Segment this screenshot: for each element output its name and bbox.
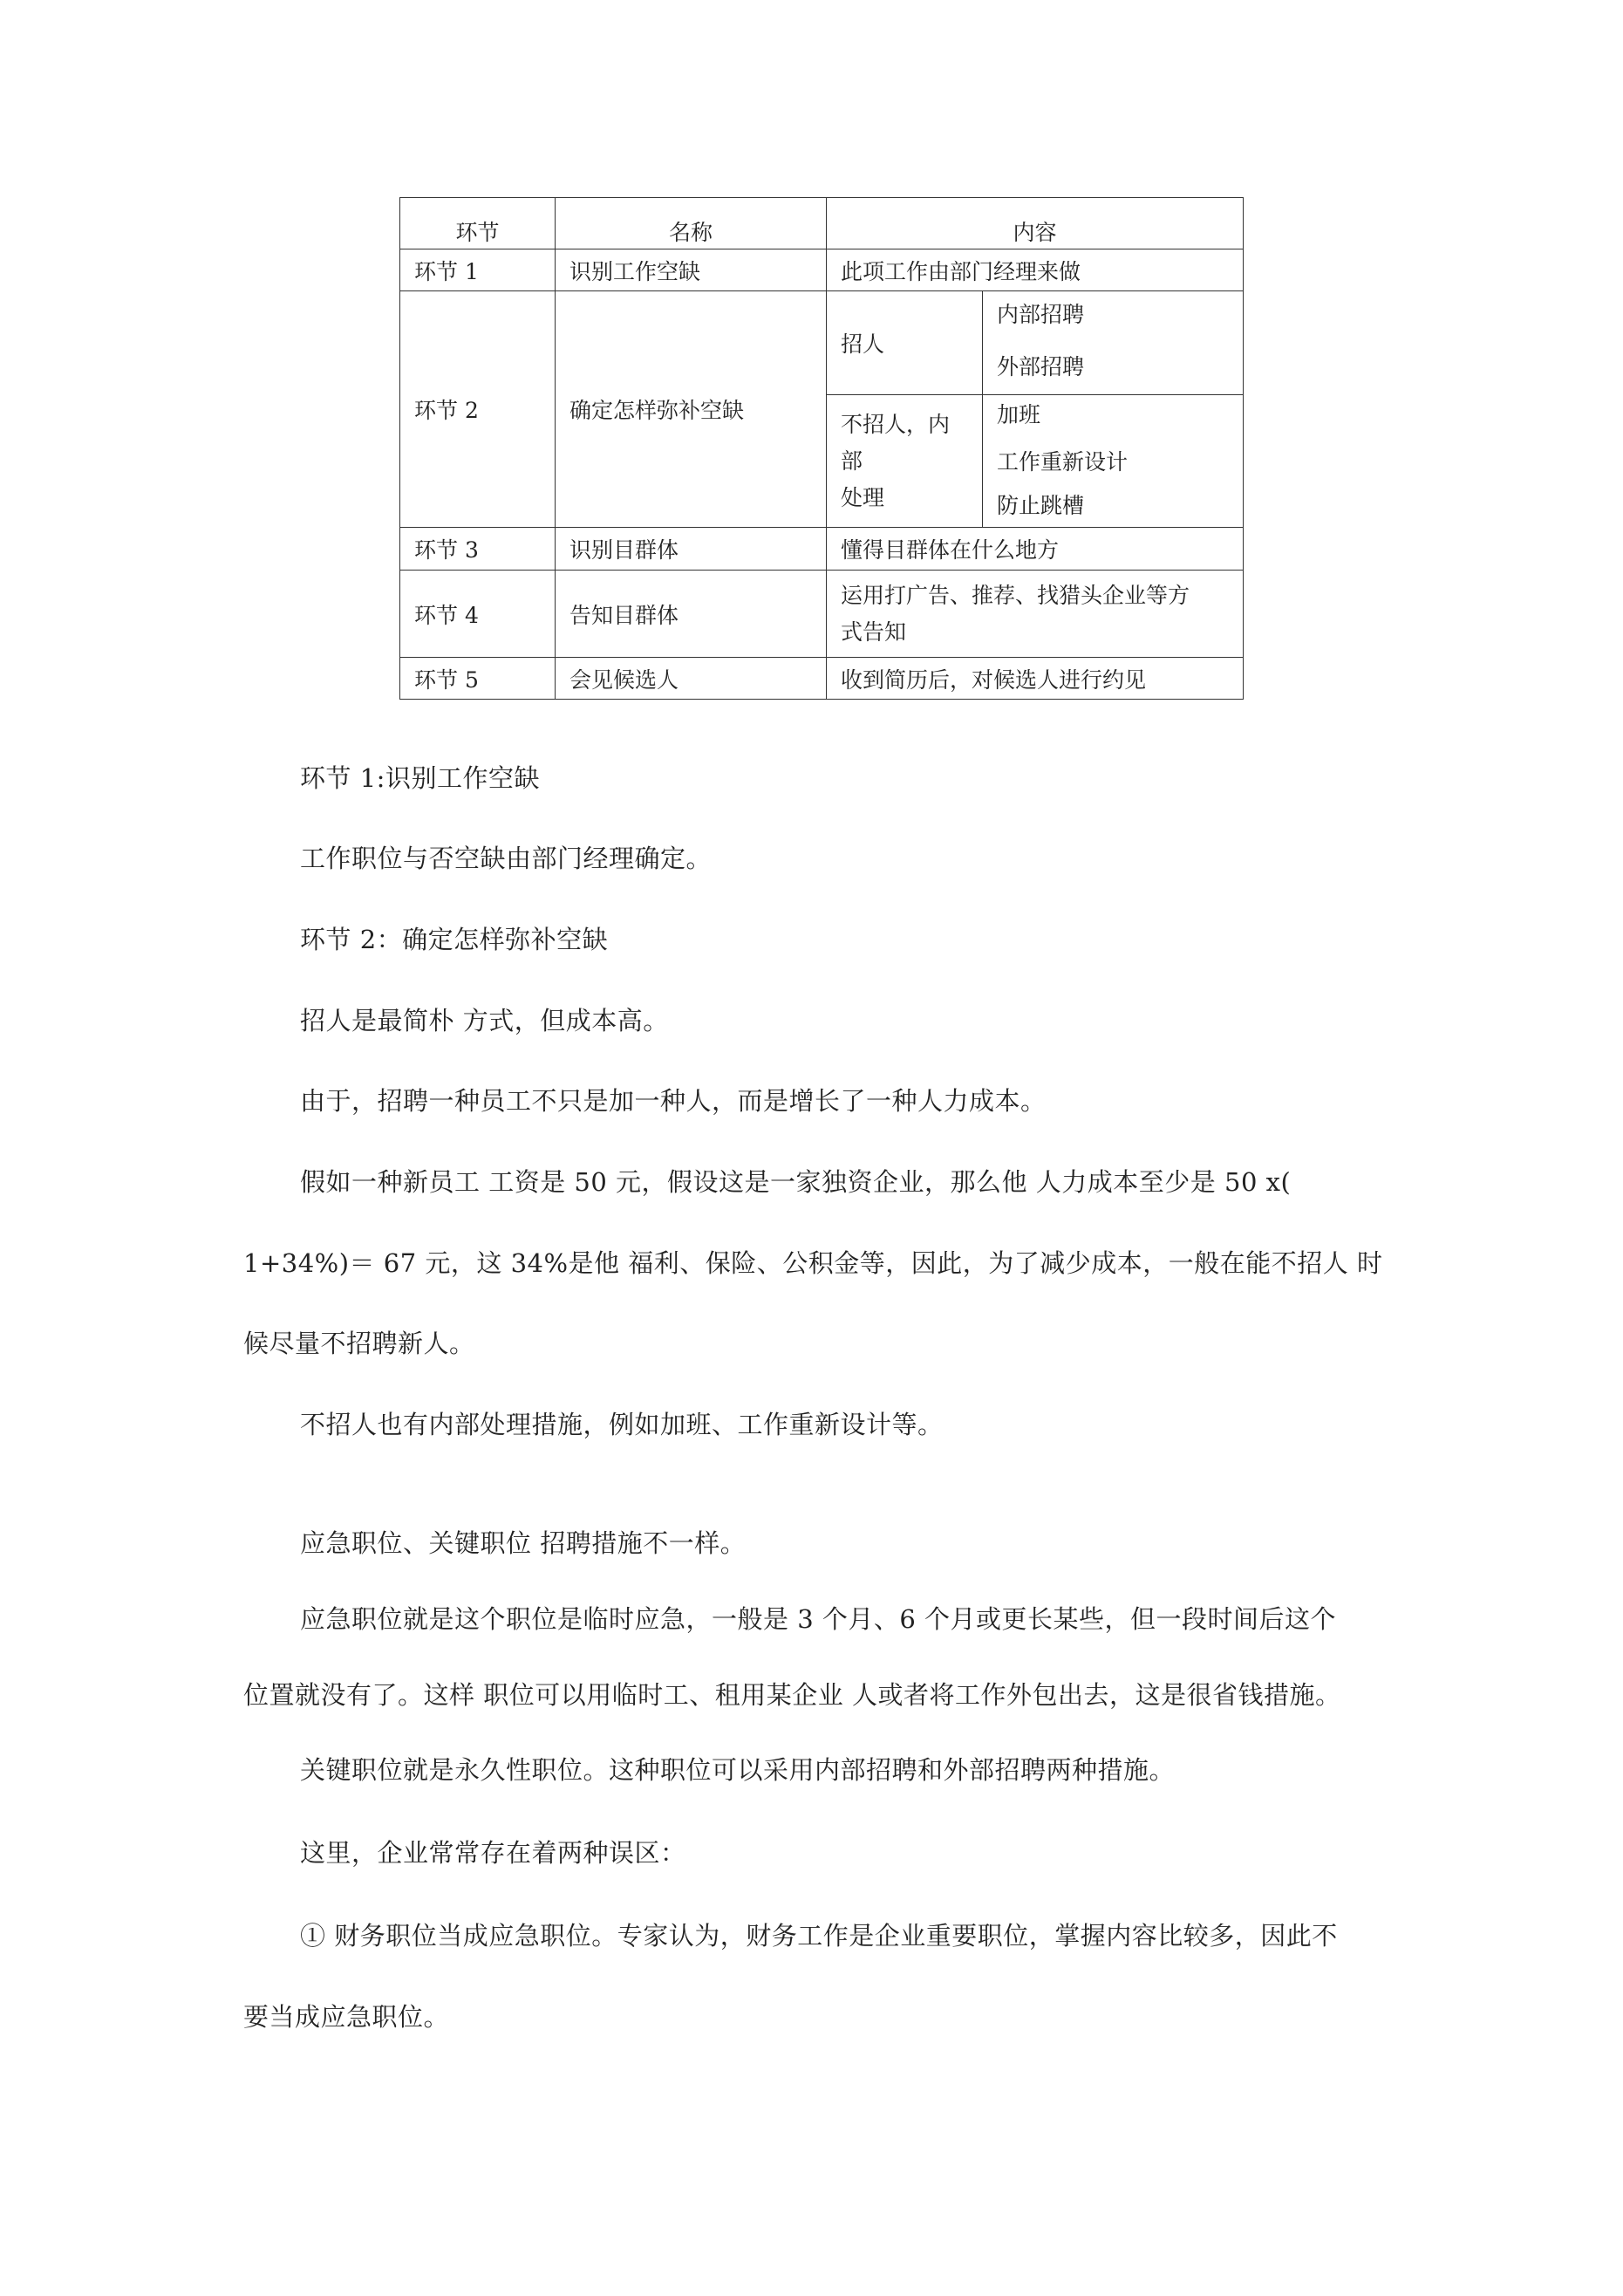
paragraph: 假如一种新员工 工资是 50 元，假设这是一家独资企业，那么他 人力成本至少是 50 x( bbox=[300, 1167, 1292, 1197]
nohire-label-line: 处理 bbox=[841, 484, 885, 510]
paragraph: 应急职位就是这个职位是临时应急，一般是 3 个月、6 个月或更长某些，但一段时间后这个 bbox=[300, 1604, 1337, 1634]
list-item: 防止跳槽 bbox=[997, 493, 1085, 518]
table-header-row bbox=[400, 198, 1244, 249]
row1-name: 识别工作空缺 bbox=[556, 249, 827, 291]
header-step: 环节 bbox=[400, 198, 556, 249]
table-row bbox=[400, 571, 1244, 658]
row4-name: 告知目群体 bbox=[556, 571, 827, 658]
paragraph: 这里，企业常常存在着两种误区： bbox=[300, 1838, 686, 1868]
row3-step: 环节 3 bbox=[400, 528, 556, 571]
row3-name: 识别目群体 bbox=[556, 528, 827, 571]
row1-content: 此项工作由部门经理来做 bbox=[827, 249, 1244, 291]
row5-step: 环节 5 bbox=[400, 658, 556, 700]
paragraph: ① 财务职位当成应急职位。专家认为，财务工作是企业重要职位，掌握内容比较多，因此不 bbox=[300, 1921, 1338, 1951]
header-content: 内容 bbox=[827, 198, 1244, 249]
row4-content-line: 运用打广告、推荐、找猎头企业等方 bbox=[841, 582, 1190, 608]
paragraph: 应急职位、关键职位 招聘措施不一样。 bbox=[300, 1528, 747, 1558]
header-name: 名称 bbox=[556, 198, 827, 249]
row1-step: 环节 1 bbox=[400, 249, 556, 291]
paragraph-step1-heading: 环节 1:识别工作空缺 bbox=[300, 763, 540, 793]
table-row bbox=[400, 658, 1244, 700]
row4-content-line: 式告知 bbox=[841, 618, 907, 645]
paragraph: 工作职位与否空缺由部门经理确定。 bbox=[300, 844, 713, 873]
paragraph-step2-heading: 环节 2：确定怎样弥补空缺 bbox=[300, 925, 609, 954]
row2-step: 环节 2 bbox=[400, 291, 556, 528]
row5-name: 会见候选人 bbox=[556, 658, 827, 700]
list-item: 加班 bbox=[997, 402, 1041, 427]
list-item: 内部招聘 bbox=[997, 302, 1085, 327]
row3-content: 懂得目群体在什么地方 bbox=[827, 528, 1244, 571]
recruitment-steps-table bbox=[399, 197, 1244, 700]
list-item: 工作重新设计 bbox=[997, 449, 1129, 475]
row2-hire-label: 招人 bbox=[827, 291, 983, 395]
row2-nohire-label bbox=[827, 395, 983, 528]
row4-content bbox=[827, 571, 1244, 658]
row2-name: 确定怎样弥补空缺 bbox=[556, 291, 827, 528]
paragraph: 由于，招聘一种员工不只是加一种人，而是增长了一种人力成本。 bbox=[300, 1086, 1047, 1116]
paragraph: 候尽量不招聘新人。 bbox=[243, 1329, 475, 1358]
row5-content: 收到简历后，对候选人进行约见 bbox=[827, 658, 1244, 700]
row2-nohire-items bbox=[983, 395, 1244, 528]
paragraph: 关键职位就是永久性职位。这种职位可以采用内部招聘和外部招聘两种措施。 bbox=[300, 1755, 1176, 1785]
paragraph: 1+34%)＝ 67 元，这 34%是他 福利、保险、公积金等，因此，为了减少成本，一般在能不招人 时 bbox=[243, 1248, 1383, 1278]
paragraph: 不招人也有内部处理措施，例如加班、工作重新设计等。 bbox=[300, 1410, 944, 1439]
table-row bbox=[400, 291, 1244, 395]
nohire-label-line: 不招人，内部 bbox=[841, 411, 951, 474]
table-row bbox=[400, 528, 1244, 571]
paragraph: 要当成应急职位。 bbox=[243, 2002, 450, 2032]
list-item: 外部招聘 bbox=[997, 354, 1085, 379]
table-row bbox=[400, 249, 1244, 291]
row2-hire-items bbox=[983, 291, 1244, 395]
row4-step: 环节 4 bbox=[400, 571, 556, 658]
paragraph: 位置就没有了。这样 职位可以用临时工、租用某企业 人或者将工作外包出去，这是很省钱措施。 bbox=[243, 1680, 1341, 1710]
paragraph: 招人是最简朴 方式，但成本高。 bbox=[300, 1006, 669, 1035]
